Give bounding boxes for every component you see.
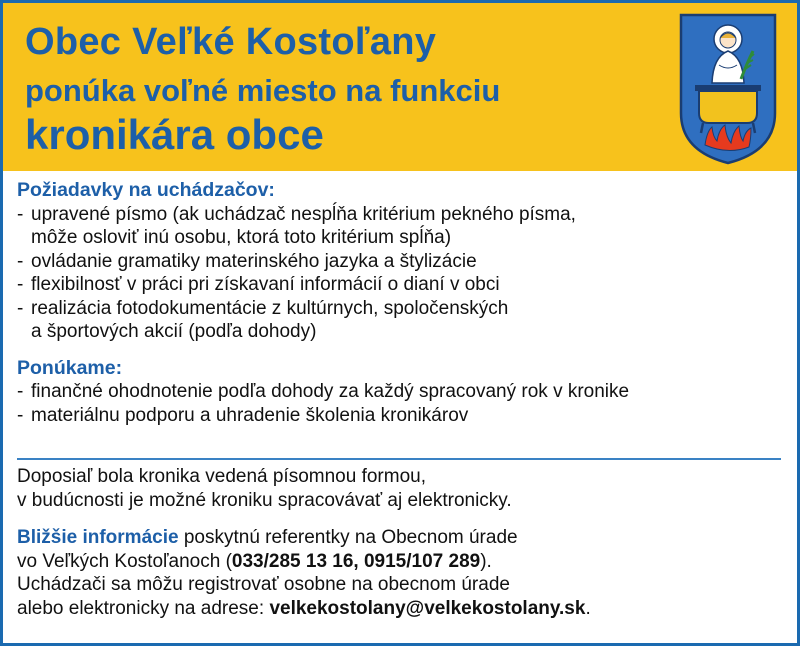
requirement-item-continuation: môže osloviť inú osobu, ktorá toto kritérium spĺňa) — [31, 227, 452, 248]
info-section — [17, 465, 787, 620]
info-line: vo Veľkých Kostoľanoch (033/285 13 16, 0915/107 289). — [17, 550, 492, 572]
requirements-heading: Požiadavky na uchádzačov: — [17, 179, 275, 201]
section-divider — [17, 458, 781, 460]
position-title: kronikára obce — [25, 111, 324, 158]
coat-of-arms-icon — [679, 13, 777, 165]
requirement-item-continuation: a športových akcií (podľa dohody) — [31, 321, 317, 342]
offer-subtitle: ponúka voľné miesto na funkciu — [25, 73, 501, 108]
header-banner — [3, 3, 797, 171]
note-line: v budúcnosti je možné kroniku spracovávať aj elektronicky. — [17, 489, 512, 511]
requirement-item: - ovládanie gramatiky materinského jazyka a štylizácie — [17, 250, 477, 272]
phone-numbers: 033/285 13 16, 0915/107 289 — [231, 550, 481, 572]
requirement-item: - realizácia fotodokumentácie z kultúrnych, spoločenských — [17, 297, 509, 319]
requirement-item: - upravené písmo (ak uchádzač nespĺňa kritérium pekného písma, — [17, 203, 576, 225]
note-line: Doposiaľ bola kronika vedená písomnou formou, — [17, 466, 427, 487]
village-title: Obec Veľké Kostoľany — [25, 21, 437, 63]
offer-item: - materiálnu podporu a uhradenie školenia kronikárov — [17, 404, 469, 426]
info-line: Bližšie informácie poskytnú referentky na Obecnom úrade — [17, 527, 518, 548]
info-label: Bližšie informácie — [17, 527, 179, 548]
offer-heading: Ponúkame: — [17, 356, 123, 379]
email-address[interactable]: velkekostolany@velkekostolany.sk — [269, 597, 586, 619]
requirement-item: - flexibilnosť v práci pri získavaní informácií o dianí v obci — [17, 274, 500, 295]
info-line: Uchádzači sa môžu registrovať osobne na obecnom úrade — [17, 574, 510, 595]
info-line: alebo elektronicky na adrese: velkekostolany@velkekostolany.sk. — [17, 597, 591, 619]
requirements-section — [17, 179, 787, 427]
offer-item: - finančné ohodnotenie podľa dohody za každý spracovaný rok v kronike — [17, 381, 630, 402]
